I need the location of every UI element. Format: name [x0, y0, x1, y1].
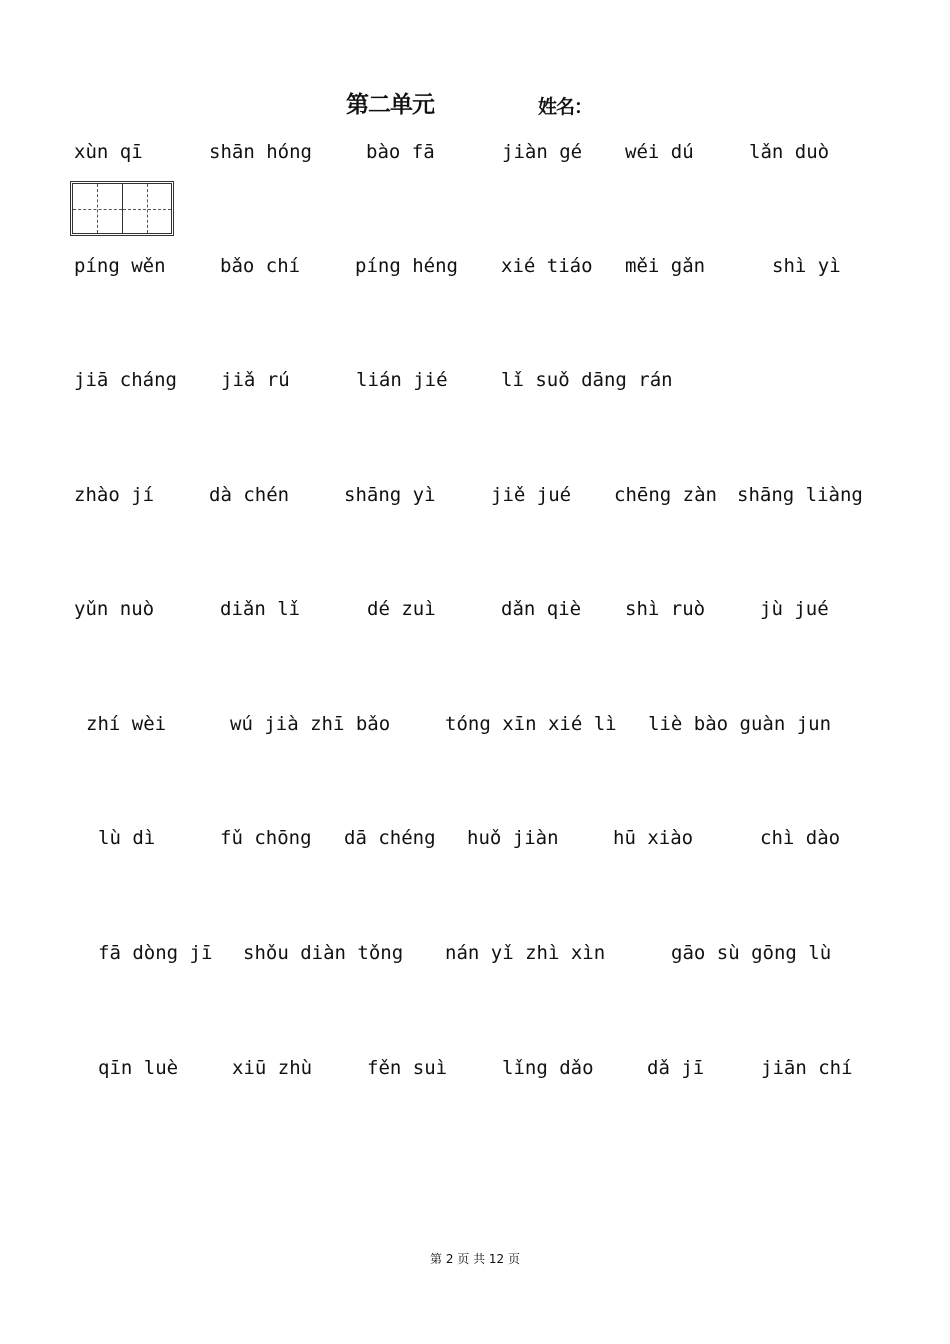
pinyin-word: fā dòng jī	[98, 942, 213, 964]
pinyin-word: huǒ jiàn	[467, 827, 559, 849]
pinyin-word: chì dào	[760, 827, 841, 849]
pinyin-word: xùn qī	[74, 141, 143, 163]
pinyin-word: lián jié	[356, 369, 448, 391]
pinyin-row	[0, 709, 950, 739]
writing-grid	[70, 181, 174, 236]
pinyin-word: shì yì	[772, 255, 841, 277]
page-title: 第二单元	[346, 92, 434, 118]
pinyin-word: tóng xīn xié lì	[445, 713, 617, 735]
pinyin-row	[0, 251, 950, 281]
pinyin-word: lù dì	[98, 827, 156, 849]
pinyin-row	[0, 137, 950, 167]
pinyin-word: hū xiào	[613, 827, 694, 849]
pinyin-word: dǎ jī	[647, 1057, 705, 1079]
pinyin-word: zhí wèi	[86, 713, 167, 735]
pinyin-word: gāo sù gōng lù	[671, 942, 832, 964]
pinyin-word: liè bào guàn jun	[648, 713, 832, 735]
pinyin-word: shāng yì	[344, 484, 436, 506]
pinyin-word: píng héng	[355, 255, 458, 277]
pinyin-word: shǒu diàn tǒng	[243, 942, 404, 964]
pinyin-word: yǔn nuò	[74, 598, 155, 620]
pinyin-word: shān hóng	[209, 141, 312, 163]
pinyin-word: xié tiáo	[501, 255, 593, 277]
pinyin-word: shì ruò	[625, 598, 706, 620]
pinyin-word: qīn luè	[98, 1057, 179, 1079]
pinyin-word: bǎo chí	[220, 255, 301, 277]
pinyin-row	[0, 1053, 950, 1083]
pinyin-word: dà chén	[209, 484, 290, 506]
pinyin-row	[0, 938, 950, 968]
pinyin-word: dā chéng	[344, 827, 436, 849]
pinyin-word: bào fā	[366, 141, 435, 163]
pinyin-row	[0, 480, 950, 510]
writing-grid-cell	[73, 184, 123, 233]
pinyin-word: wú jià zhī bǎo	[230, 713, 391, 735]
pinyin-word: jiān chí	[761, 1057, 853, 1079]
pinyin-word: shāng liàng	[737, 484, 863, 506]
pinyin-word: píng wěn	[74, 255, 166, 277]
pinyin-word: diǎn lǐ	[220, 598, 301, 620]
pinyin-word: jù jué	[760, 598, 829, 620]
pinyin-word: fǔ chōng	[220, 827, 312, 849]
pinyin-row	[0, 365, 950, 395]
pinyin-word: jiě jué	[491, 484, 572, 506]
pinyin-word: xiū zhù	[232, 1057, 313, 1079]
pinyin-word: wéi dú	[625, 141, 694, 163]
pinyin-word: chēng zàn	[614, 484, 717, 506]
pinyin-row	[0, 823, 950, 853]
pinyin-word: zhào jí	[74, 484, 155, 506]
pinyin-word: dé zuì	[367, 598, 436, 620]
page-footer: 第 2 页 共 12 页	[430, 1252, 520, 1266]
writing-grid-cell	[123, 184, 172, 233]
name-label: 姓名：	[538, 96, 593, 118]
pinyin-word: fěn suì	[367, 1057, 448, 1079]
pinyin-word: jiǎ rú	[221, 369, 290, 391]
pinyin-word: lǐ suǒ dāng rán	[501, 369, 673, 391]
pinyin-word: nán yǐ zhì xìn	[445, 942, 606, 964]
pinyin-word: lǐng dǎo	[502, 1057, 594, 1079]
pinyin-word: jiā cháng	[74, 369, 177, 391]
pinyin-word: dǎn qiè	[501, 598, 582, 620]
header	[0, 86, 950, 122]
pinyin-word: lǎn duò	[749, 141, 830, 163]
pinyin-word: měi gǎn	[625, 255, 706, 277]
pinyin-word: jiàn gé	[502, 141, 583, 163]
pinyin-row	[0, 594, 950, 624]
